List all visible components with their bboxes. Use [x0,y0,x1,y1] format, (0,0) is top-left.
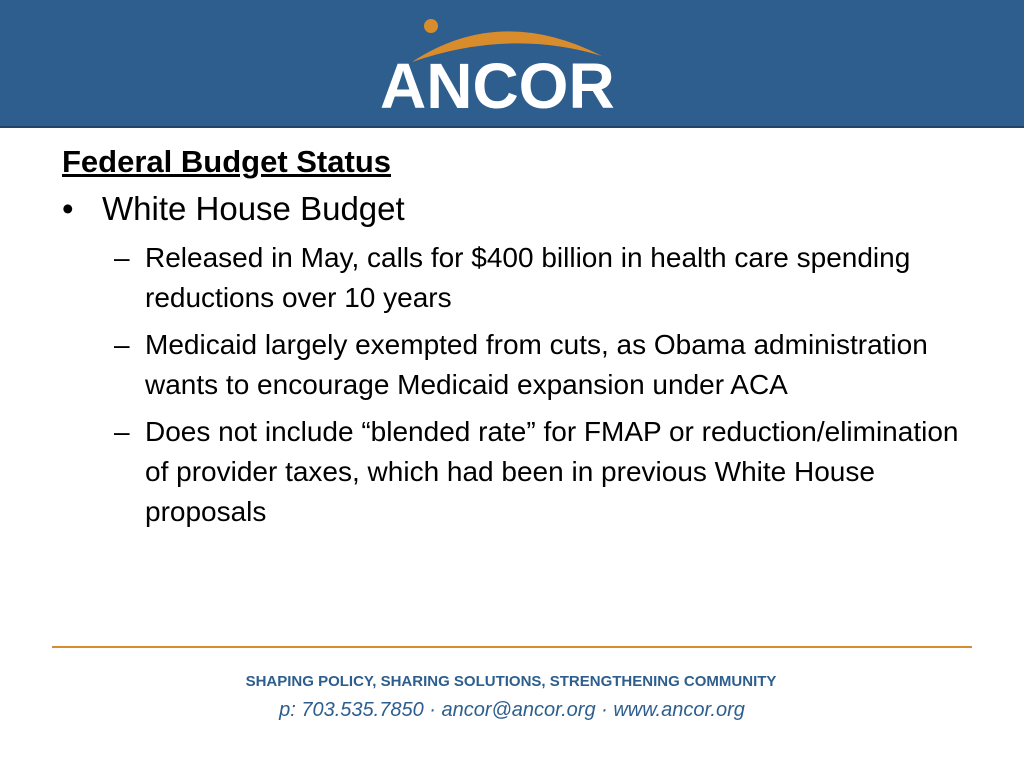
sub-bullet-marker: – [114,242,130,273]
sub-bullet-text: Medicaid largely exempted from cuts, as Obama administration wants to encourage Medicaid expansion under ACA [145,329,928,400]
footer-contact: p: 703.535.7850 · ancor@ancor.org · www.ancor.org [279,699,745,721]
sub-bullet-item [114,412,982,532]
sub-bullet-item [114,238,982,318]
footer-divider [52,646,972,648]
sub-bullet-item [114,325,982,405]
bullet-text: White House Budget [102,190,405,227]
sub-bullet-text: Does not include “blended rate” for FMAP or reduction/elimination of provider taxes, which had been in previous White House proposals [145,416,959,527]
bullet-item [62,186,982,232]
sub-bullet-marker: – [114,329,130,360]
footer-tagline: SHAPING POLICY, SHARING SOLUTIONS, STRENGTHENING COMMUNITY [245,673,777,690]
slide-title: Federal Budget Status [62,144,391,179]
sub-bullet-list [62,238,982,532]
slide-content [62,140,982,539]
sub-bullet-marker: – [114,416,130,447]
sub-bullet-text: Released in May, calls for $400 billion in health care spending reductions over 10 years [145,242,911,313]
header-banner [0,0,1024,128]
ancor-logo [380,14,650,122]
bullet-marker: • [62,190,74,227]
logo-wordmark: ANCOR [380,50,615,122]
